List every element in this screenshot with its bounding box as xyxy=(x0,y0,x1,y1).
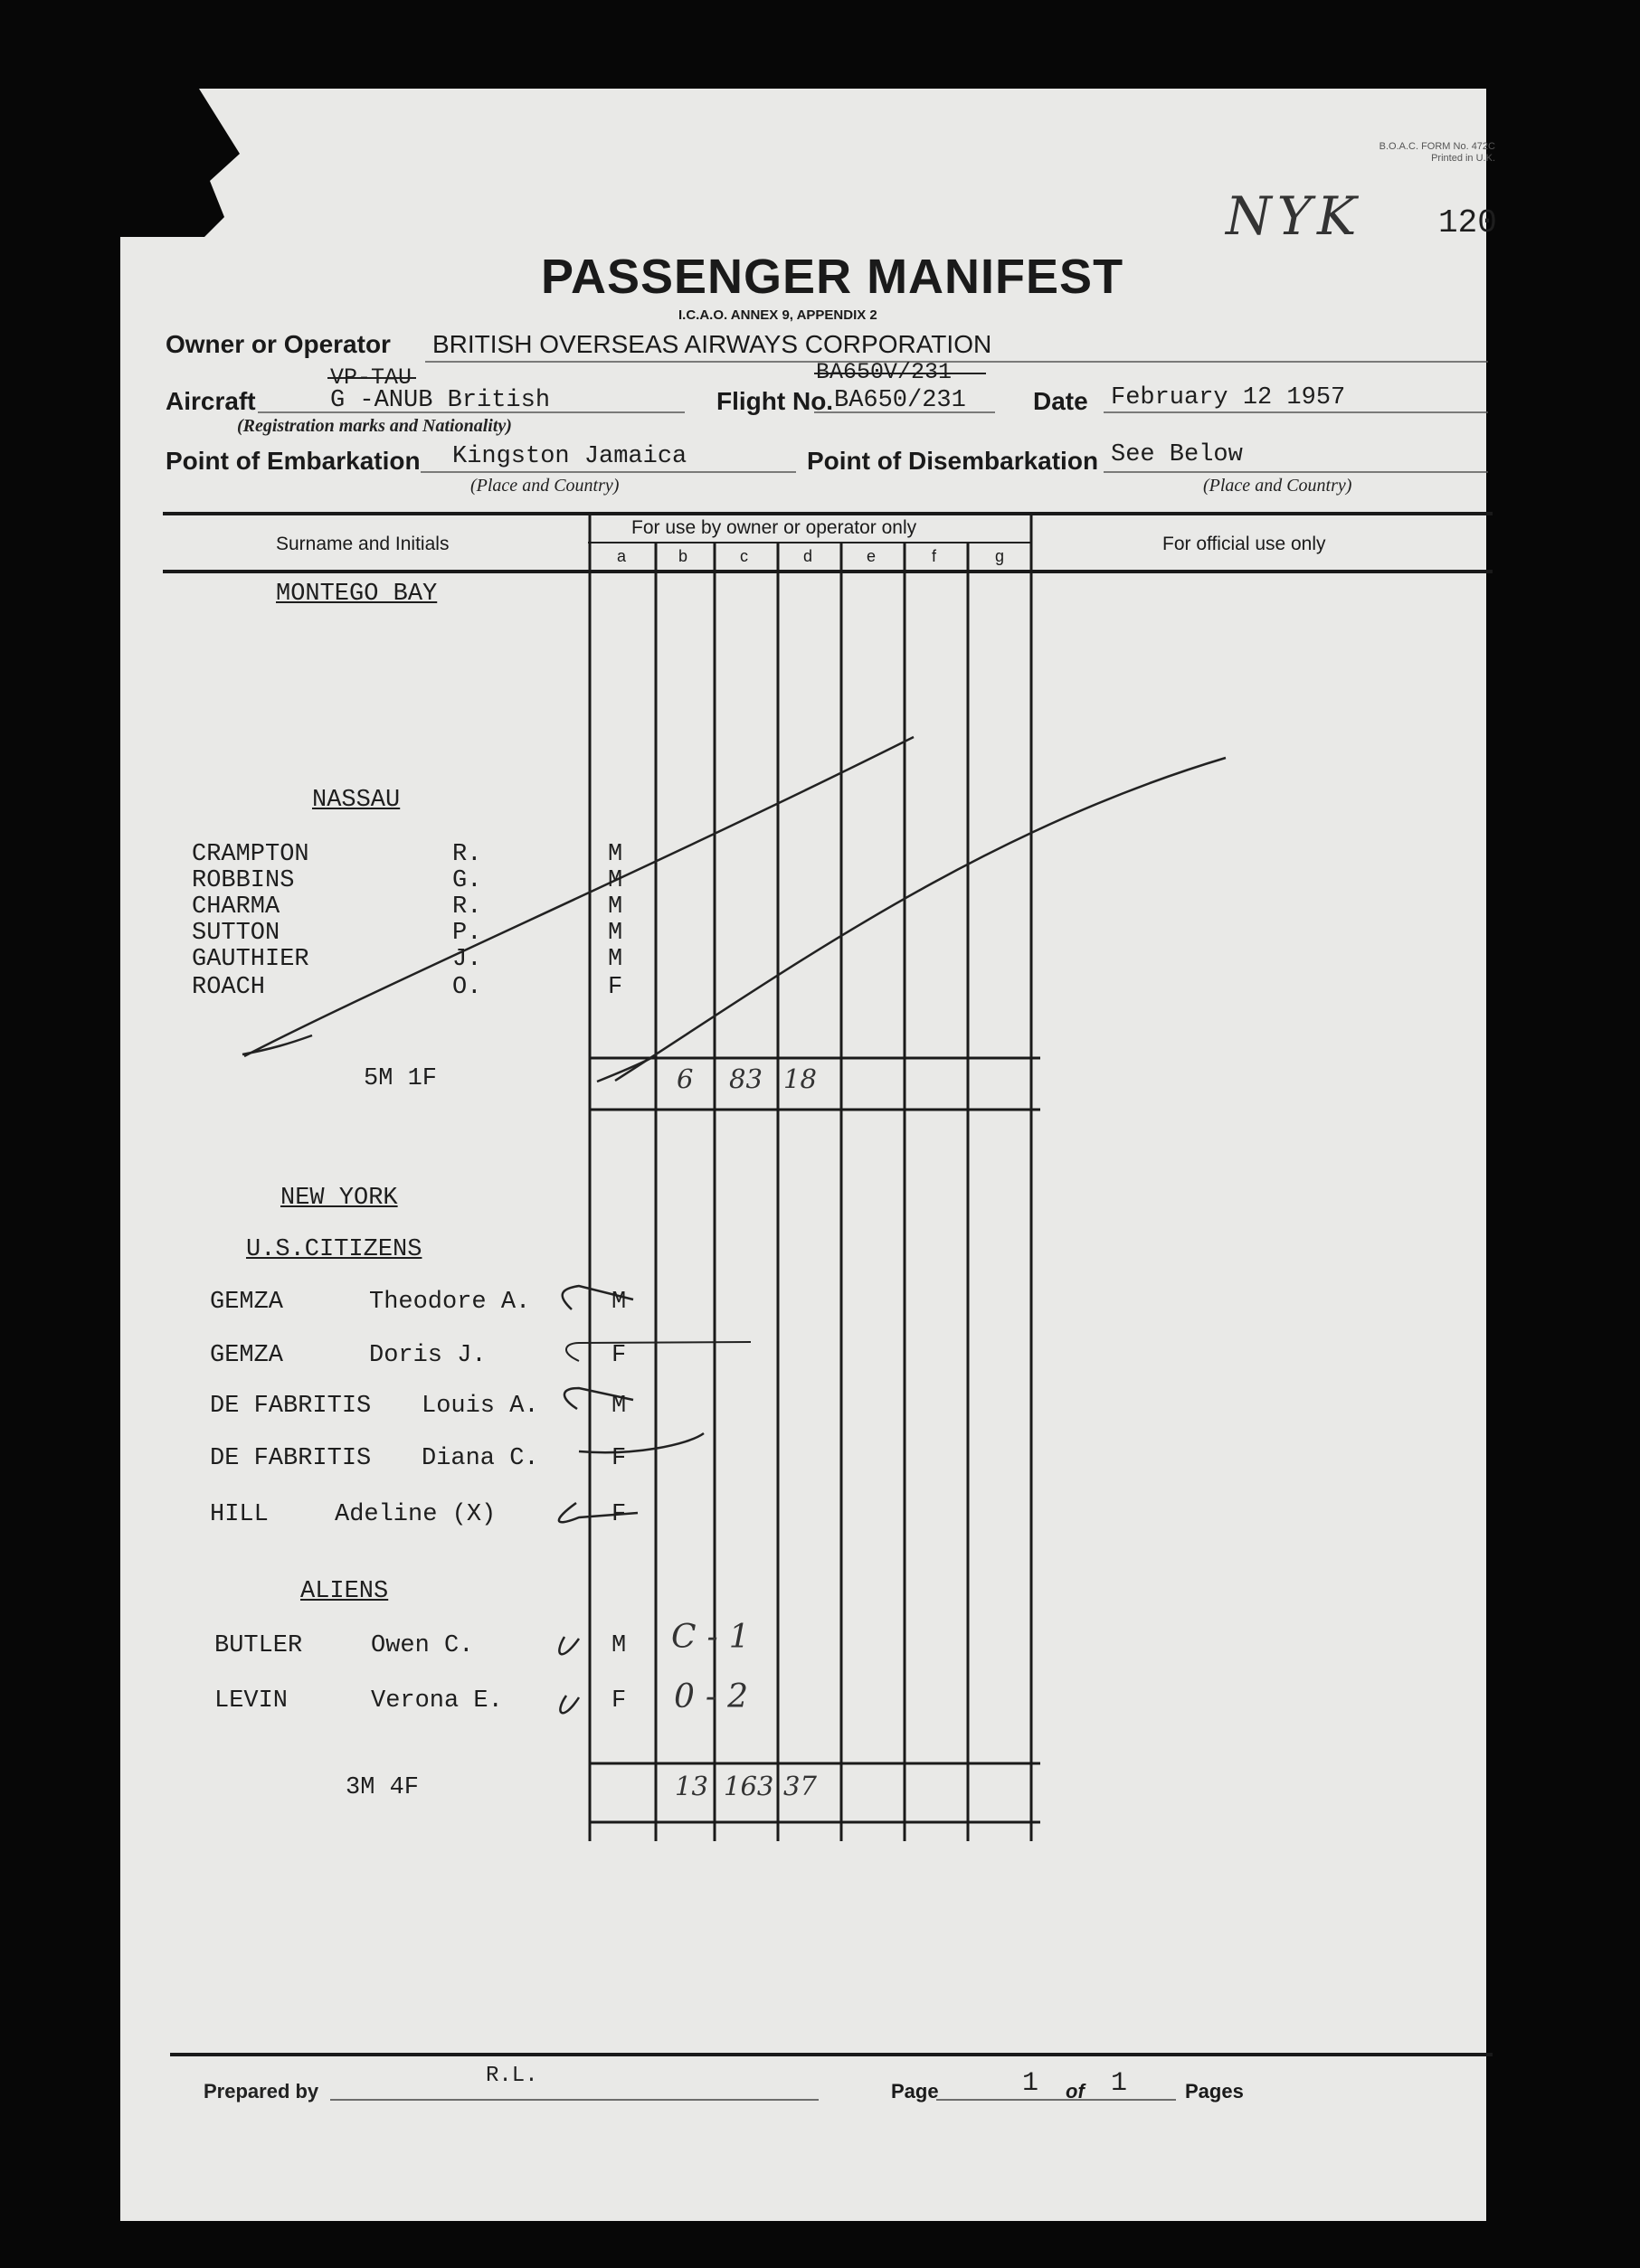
embarkation-value: Kingston Jamaica xyxy=(452,443,687,470)
column-f-label: f xyxy=(932,547,937,565)
passenger-sex: M xyxy=(608,920,623,947)
list-item: BUTLER xyxy=(214,1632,303,1659)
column-d-label: d xyxy=(803,547,813,565)
section-montego-bay: MONTEGO BAY xyxy=(276,581,438,608)
passenger-sex: M xyxy=(608,893,623,921)
page-title: PASSENGER MANIFEST xyxy=(541,250,1124,304)
list-item: CHARMA xyxy=(192,893,280,921)
aircraft-sublabel: (Registration marks and Nationality) xyxy=(237,416,512,436)
passenger-sex: M xyxy=(611,1632,627,1659)
passenger-sex: F xyxy=(608,974,623,1001)
owner-use-header: For use by owner or operator only xyxy=(631,517,917,538)
flight-number: BA650/231 xyxy=(834,387,966,414)
list-item: CRAMPTON xyxy=(192,841,309,868)
list-item: DE FABRITIS xyxy=(210,1393,372,1420)
official-use-header: For official use only xyxy=(1162,534,1326,554)
list-item: ROACH xyxy=(192,974,266,1001)
list-item: HILL xyxy=(210,1501,269,1528)
passenger-sex: M xyxy=(611,1289,627,1316)
new-york-total-label: 3M 4F xyxy=(346,1774,420,1801)
passenger-given-name: Doris J. xyxy=(369,1342,487,1369)
prepared-by-value: R.L. xyxy=(486,2064,538,2088)
list-item: GEMZA xyxy=(210,1289,284,1316)
passenger-sex: M xyxy=(611,1393,627,1420)
passenger-given-name: Theodore A. xyxy=(369,1289,531,1316)
new-york-total-c: 163 xyxy=(724,1771,774,1801)
column-letters xyxy=(590,547,1033,569)
passenger-initial: O. xyxy=(452,974,482,1001)
list-item: ROBBINS xyxy=(192,867,295,894)
page-total: 1 xyxy=(1111,2068,1128,2099)
disembarkation-sublabel: (Place and Country) xyxy=(1203,476,1352,496)
passenger-given-name: Owen C. xyxy=(371,1632,474,1659)
page-reference-number: 120 xyxy=(1438,204,1497,241)
embarkation-sublabel: (Place and Country) xyxy=(470,476,620,496)
nassau-total-c: 83 xyxy=(729,1063,763,1094)
passenger-initial: R. xyxy=(452,841,482,868)
of-label: of xyxy=(1066,2080,1085,2103)
passenger-given-name: Verona E. xyxy=(371,1687,503,1715)
operator-label: Owner or Operator xyxy=(166,330,391,358)
column-e-label: e xyxy=(867,547,877,565)
prepared-by-label: Prepared by xyxy=(204,2080,319,2103)
page-label: Page xyxy=(891,2080,939,2103)
passenger-given-name: Adeline (X) xyxy=(335,1501,497,1528)
date-value: February 12 1957 xyxy=(1111,384,1346,411)
disembarkation-value: See Below xyxy=(1111,441,1243,468)
column-b-label: b xyxy=(678,547,688,565)
passenger-sex: M xyxy=(608,867,623,894)
column-a-label: a xyxy=(617,547,627,565)
passenger-sex: M xyxy=(608,946,623,973)
passenger-sex: F xyxy=(611,1501,627,1528)
passenger-sex: F xyxy=(611,1342,627,1369)
column-g-label: g xyxy=(995,547,1005,565)
passenger-sex: F xyxy=(611,1445,627,1472)
aircraft-registration: G -ANUB British xyxy=(330,387,551,414)
date-label: Date xyxy=(1033,387,1088,415)
nassau-total-b: 6 xyxy=(677,1063,694,1094)
list-item: LEVIN xyxy=(214,1687,289,1715)
aircraft-label: Aircraft xyxy=(166,387,256,415)
form-number: B.O.A.C. FORM No. 472C Printed in U.K. xyxy=(1379,141,1495,164)
page-subtitle: I.C.A.O. ANNEX 9, APPENDIX 2 xyxy=(678,307,877,323)
passenger-initial: R. xyxy=(452,893,482,921)
passenger-sex: F xyxy=(611,1687,627,1715)
column-c-label: c xyxy=(740,547,748,565)
embarkation-label: Point of Embarkation xyxy=(166,447,421,475)
passenger-initial: J. xyxy=(452,946,482,973)
operator-value: BRITISH OVERSEAS AIRWAYS CORPORATION xyxy=(432,330,992,358)
passenger-initial: P. xyxy=(452,920,482,947)
section-nassau: NASSAU xyxy=(312,787,401,814)
pages-label: Pages xyxy=(1185,2080,1244,2103)
flight-label: Flight No. xyxy=(716,387,834,415)
nassau-total-label: 5M 1F xyxy=(364,1065,438,1092)
alien-note: 0-2 xyxy=(674,1678,759,1715)
new-york-total-b: 13 xyxy=(675,1771,708,1801)
aircraft-registration-crossed: VP-TAU xyxy=(330,364,412,391)
new-york-total-d: 37 xyxy=(783,1771,817,1801)
section-us-citizens: U.S.CITIZENS xyxy=(246,1236,422,1263)
flight-number-crossed: BA650V/231 xyxy=(816,359,953,385)
passenger-sex: M xyxy=(608,841,623,868)
passenger-given-name: Diana C. xyxy=(422,1445,539,1472)
disembarkation-label: Point of Disembarkation xyxy=(807,447,1099,475)
surname-column-header: Surname and Initials xyxy=(276,534,450,554)
section-new-york: NEW YORK xyxy=(280,1185,398,1212)
passenger-given-name: Louis A. xyxy=(422,1393,539,1420)
nassau-total-d: 18 xyxy=(783,1063,817,1094)
passenger-initial: G. xyxy=(452,867,482,894)
page-number: 1 xyxy=(1022,2068,1039,2099)
station-code-handwritten: NYK xyxy=(1226,185,1362,247)
list-item: DE FABRITIS xyxy=(210,1445,372,1472)
list-item: GAUTHIER xyxy=(192,946,309,973)
section-aliens: ALIENS xyxy=(300,1578,389,1605)
list-item: GEMZA xyxy=(210,1342,284,1369)
list-item: SUTTON xyxy=(192,920,280,947)
alien-note: C-1 xyxy=(671,1619,761,1656)
